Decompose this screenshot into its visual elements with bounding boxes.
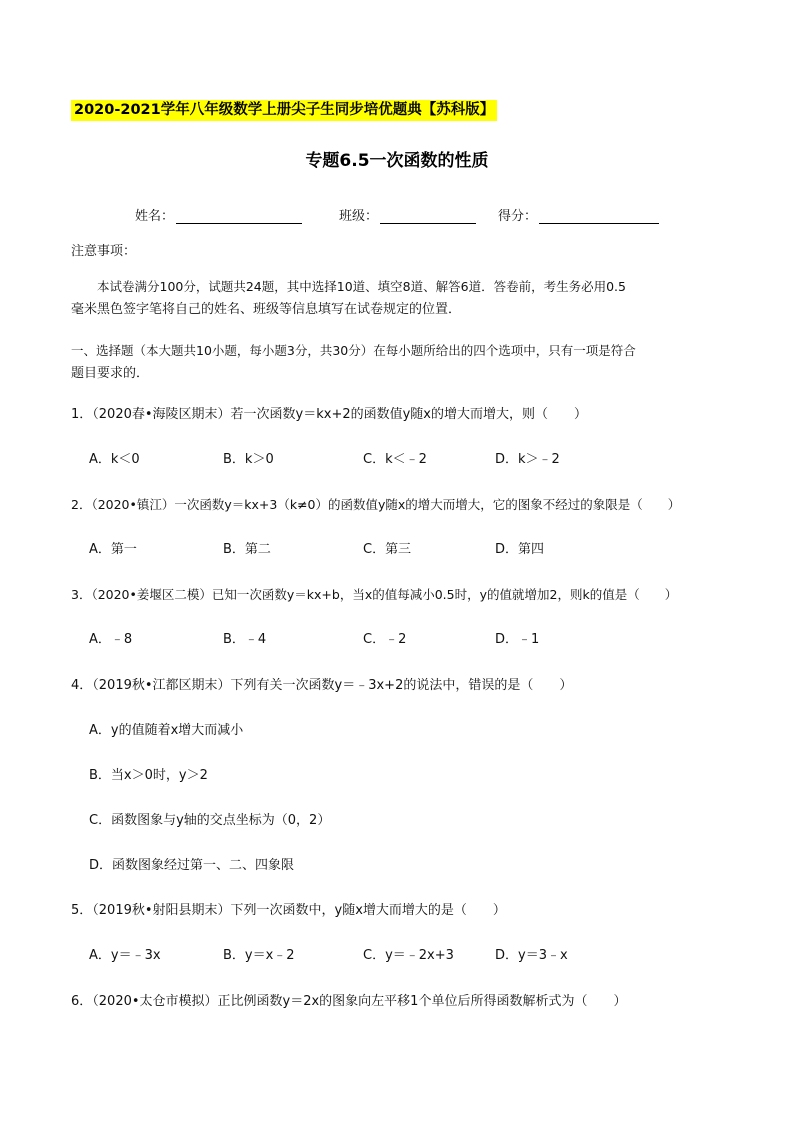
question-3-option-c[interactable]: C．﹣2 <box>363 632 407 647</box>
question-3-option-d[interactable]: D．﹣1 <box>495 632 540 647</box>
question-4-option-b[interactable]: B．当x＞0时，y＞2 <box>89 768 208 783</box>
notice-line-2: 毫米黑色签字笔将自己的姓名、班级等信息填写在试卷规定的位置． <box>71 302 462 317</box>
score-blank[interactable] <box>539 209 659 224</box>
student-info-row <box>0 205 794 227</box>
question-2-option-c[interactable]: C．第三 <box>363 542 412 557</box>
name-blank[interactable] <box>176 209 302 224</box>
question-1-options <box>89 449 729 471</box>
question-2-option-d[interactable]: D．第四 <box>495 542 545 557</box>
question-1-stem: 1．（2020春•海陵区期末）若一次函数y＝kx+2的函数值y随x的增大而增大，则（ ） <box>71 407 587 422</box>
section-heading-line-1: 一、选择题（本大题共10小题，每小题3分，共30分）在每小题所给出的四个选项中，只有一项是符合 <box>71 343 636 358</box>
question-5-options <box>89 945 729 967</box>
section-heading-line-2: 题目要求的． <box>71 366 150 381</box>
question-1-option-d[interactable]: D．k＞﹣2 <box>495 452 560 467</box>
question-2-stem: 2．（2020•镇江）一次函数y＝kx+3（k≠0）的函数值y随x的增大而增大，它的图象不经过的象限是（ ） <box>71 497 681 512</box>
question-1-option-c[interactable]: C．k＜﹣2 <box>363 452 427 467</box>
question-5-option-b[interactable]: B．y＝x﹣2 <box>223 948 295 963</box>
notice-heading: 注意事项： <box>71 244 137 259</box>
question-2-option-a[interactable]: A．第一 <box>89 542 137 557</box>
question-5-option-c[interactable]: C．y＝﹣2x+3 <box>363 948 454 963</box>
question-3-option-b[interactable]: B．﹣4 <box>223 632 267 647</box>
question-3-stem: 3．（2020•姜堰区二模）已知一次函数y＝kx+b，当x的值每减小0.5时，y的值就增加2，则k的值是（ ） <box>71 587 678 602</box>
class-blank[interactable] <box>380 209 476 224</box>
question-5-stem: 5．（2019秋•射阳县期末）下列一次函数中，y随x增大而增大的是（ ） <box>71 903 506 918</box>
question-3-options <box>89 629 729 651</box>
score-label: 得分： <box>498 209 538 224</box>
notice-line-1: 本试卷满分100分，试题共24题，其中选择10道、填空8道、解答6道．答卷前，考生务必用0.5 <box>97 279 626 294</box>
name-label: 姓名： <box>135 209 175 224</box>
score-field[interactable] <box>498 205 659 224</box>
question-5-option-a[interactable]: A．y＝﹣3x <box>89 948 161 963</box>
question-4-option-c[interactable]: C．函数图象与y轴的交点坐标为（0，2） <box>89 813 331 828</box>
page-title: 专题6.5一次函数的性质 <box>305 151 489 171</box>
question-4-option-a[interactable]: A．y的值随着x增大而减小 <box>89 723 244 738</box>
question-3-option-a[interactable]: A．﹣8 <box>89 632 133 647</box>
series-banner: 2020-2021学年八年级数学上册尖子生同步培优题典【苏科版】 <box>71 100 497 121</box>
name-field[interactable] <box>135 205 302 224</box>
question-1-option-a[interactable]: A．k＜0 <box>89 452 140 467</box>
question-5-option-d[interactable]: D．y＝3﹣x <box>495 948 568 963</box>
question-6-stem: 6．（2020•太仓市模拟）正比例函数y＝2x的图象向左平移1个单位后所得函数解析式为（ ） <box>71 994 627 1009</box>
question-1-option-b[interactable]: B．k＞0 <box>223 452 274 467</box>
question-2-option-b[interactable]: B．第二 <box>223 542 271 557</box>
question-4-stem: 4．（2019秋•江都区期末）下列有关一次函数y＝﹣3x+2的说法中，错误的是（ ） <box>71 678 573 693</box>
class-field[interactable] <box>339 205 476 224</box>
question-4-option-d[interactable]: D．函数图象经过第一、二、四象限 <box>89 858 295 873</box>
question-2-options <box>89 539 729 561</box>
class-label: 班级： <box>339 209 379 224</box>
